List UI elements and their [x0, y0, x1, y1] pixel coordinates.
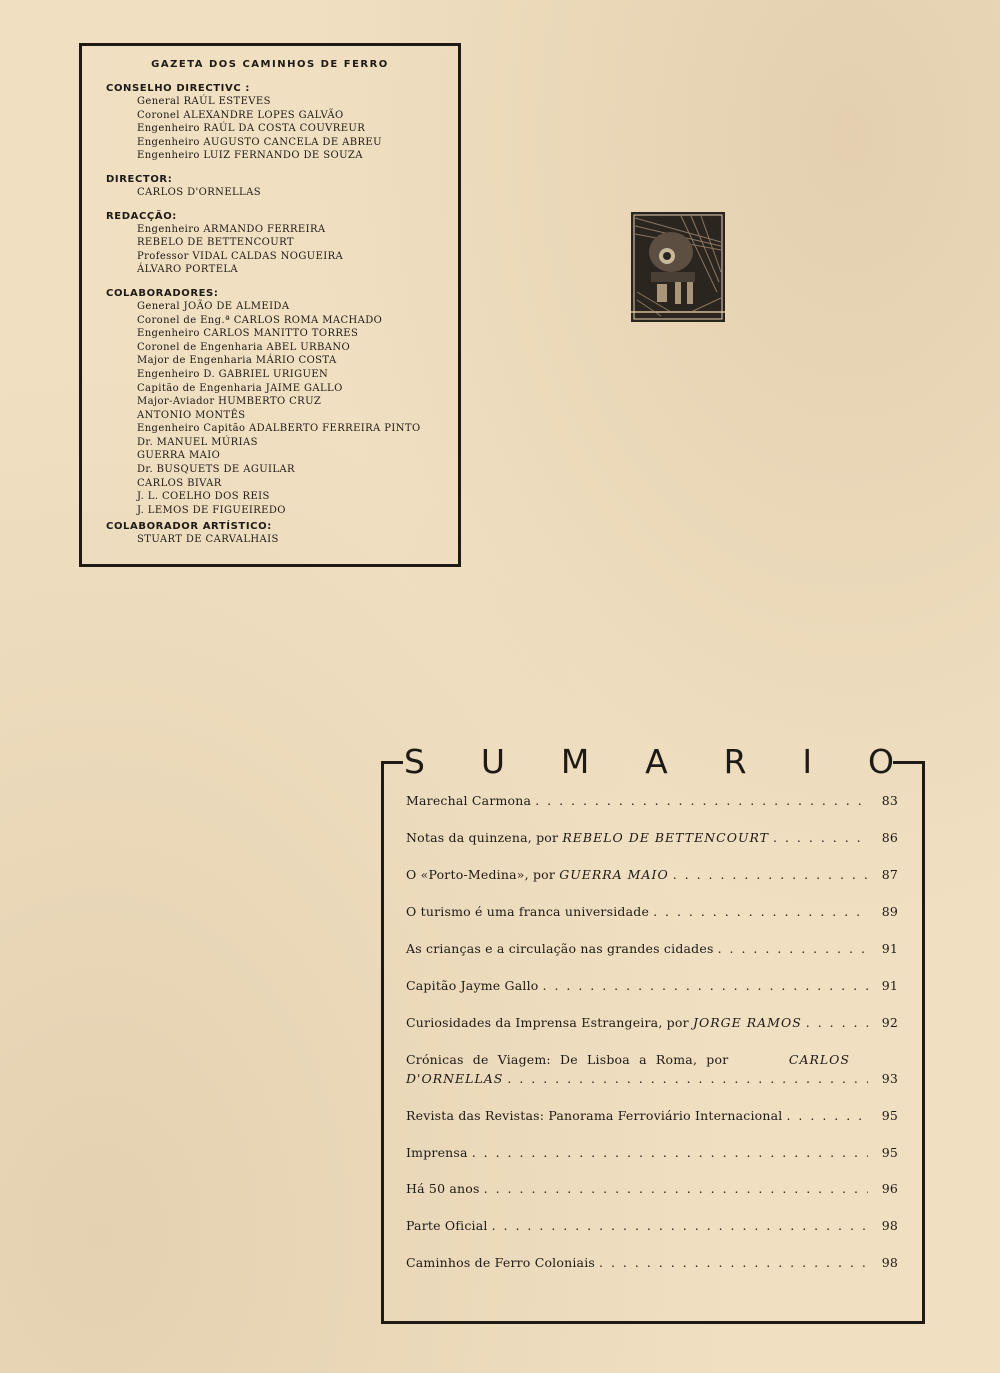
toc-leader — [806, 1015, 868, 1030]
toc-title: Imprensa — [406, 1145, 468, 1160]
toc-author-line2: D'ORNELLAS — [406, 1071, 504, 1086]
toc-entry — [406, 1145, 898, 1181]
toc-entry — [406, 941, 898, 978]
staff-name: Major de Engenharia MÁRIO COSTA — [137, 355, 337, 367]
staff-name: General RAÚL ESTEVES — [137, 96, 271, 107]
staff-name: REBELO DE BETTENCOURT — [137, 237, 294, 249]
staff-name: Dr. MANUEL MÚRIAS — [137, 436, 258, 448]
section-heading-artistico: COLABORADOR ARTÍSTICO: — [106, 521, 272, 533]
toc-page: 87 — [881, 867, 898, 882]
toc-title: Revista das Revistas: Panorama Ferroviário Internacional — [406, 1108, 783, 1123]
masthead-content — [106, 82, 448, 547]
toc-leader — [507, 1069, 868, 1088]
summary-heading-letter: S — [404, 742, 425, 781]
toc-title: Curiosidades da Imprensa Estrangeira, por JORGE RAMOS — [406, 1015, 802, 1030]
toc-page: 95 — [881, 1108, 898, 1123]
staff-name: Engenheiro LUIZ FERNANDO DE SOUZA — [137, 150, 363, 162]
toc-page: 86 — [881, 830, 898, 845]
toc-leader — [543, 978, 869, 993]
staff-name: Engenheiro ARMANDO FERREIRA — [137, 223, 326, 235]
toc-author: REBELO DE BETTENCOURT — [562, 830, 770, 845]
staff-name: J. LEMOS DE FIGUEIREDO — [137, 504, 286, 516]
staff-name: STUART DE CARVALHAIS — [137, 534, 279, 546]
toc-page: 89 — [881, 904, 898, 919]
staff-name: Major-Aviador HUMBERTO CRUZ — [137, 396, 322, 408]
masthead-staff-box — [79, 43, 461, 567]
staff-name: Professor VIDAL CALDAS NOGUEIRA — [137, 250, 344, 262]
toc-title: Marechal Carmona — [406, 793, 532, 808]
toc-page: 91 — [881, 941, 898, 956]
names-list-artistico — [106, 533, 448, 547]
staff-name: Engenheiro Capitão ADALBERTO FERREIRA PINTO — [137, 423, 421, 435]
table-of-contents — [406, 793, 898, 1292]
toc-leader — [773, 830, 868, 845]
staff-name: Dr. BUSQUETS DE AGUILAR — [137, 464, 295, 476]
toc-title: O «Porto-Medina», por GUERRA MAIO — [406, 867, 669, 882]
section-heading-director: DIRECTOR: — [106, 173, 173, 185]
toc-title: Há 50 anos — [406, 1181, 480, 1196]
staff-name: Coronel de Engenharia ABEL URBANO — [137, 341, 351, 353]
staff-name: J. L. COELHO DOS REIS — [137, 491, 270, 503]
toc-leader — [786, 1108, 868, 1123]
toc-leader — [472, 1145, 868, 1160]
toc-entry — [406, 1181, 898, 1218]
toc-leader — [673, 867, 868, 882]
staff-name: ÁLVARO PORTELA — [137, 264, 239, 276]
toc-entry — [406, 830, 898, 867]
toc-entry — [406, 1218, 898, 1255]
toc-entry — [406, 1015, 898, 1050]
toc-entry — [406, 1255, 898, 1292]
staff-name: ANTONIO MONTÊS — [137, 409, 246, 421]
section-heading-colaboradores: COLABORADORES: — [106, 287, 219, 299]
summary-heading-letter: M — [560, 742, 590, 781]
toc-entry — [406, 867, 898, 904]
toc-leader — [535, 793, 868, 808]
toc-entry — [406, 793, 898, 830]
toc-title: O turismo é uma franca universidade — [406, 904, 650, 919]
staff-name: General JOÃO DE ALMEIDA — [137, 300, 290, 312]
names-list-redaccao — [106, 223, 448, 277]
names-list-director — [106, 186, 448, 200]
staff-name: Capitão de Engenharia JAIME GALLO — [137, 382, 343, 394]
toc-page: 98 — [881, 1255, 898, 1270]
summary-heading-letter: O — [868, 742, 894, 781]
toc-page: 96 — [881, 1181, 898, 1196]
summary-rule-left — [381, 761, 403, 764]
toc-page: 95 — [881, 1145, 898, 1160]
locomotive-engraving — [631, 212, 725, 322]
staff-name: CARLOS BIVAR — [137, 477, 222, 489]
summary-rule-right — [893, 761, 922, 764]
toc-leader — [599, 1255, 868, 1270]
masthead-title: GAZETA DOS CAMINHOS DE FERRO — [151, 59, 389, 70]
staff-name: CARLOS D'ORNELLAS — [137, 186, 261, 198]
staff-name: Engenheiro D. GABRIEL URIGUEN — [137, 368, 329, 380]
section-heading-redaccao: REDACÇÃO: — [106, 210, 177, 222]
staff-name: Coronel ALEXANDRE LOPES GALVÃO — [137, 109, 344, 121]
toc-title: As crianças e a circulação nas grandes cidades — [406, 941, 714, 956]
toc-leader — [484, 1181, 868, 1196]
toc-title: Capitão Jayme Gallo — [406, 978, 539, 993]
names-list-conselho — [106, 95, 448, 163]
toc-page: 98 — [881, 1218, 898, 1233]
staff-name: GUERRA MAIO — [137, 450, 221, 462]
toc-page: 83 — [881, 793, 898, 808]
staff-name: Engenheiro RAÚL DA COSTA COUVREUR — [137, 123, 366, 135]
toc-entry — [406, 904, 898, 941]
summary-heading-letter: R — [723, 742, 747, 781]
staff-name: Engenheiro CARLOS MANITTO TORRES — [137, 328, 359, 340]
toc-leader — [653, 904, 868, 919]
toc-title: Parte Oficial — [406, 1218, 488, 1233]
toc-page: 92 — [881, 1015, 898, 1030]
toc-page: 93 — [881, 1071, 898, 1086]
toc-title: Crónicas de Viagem: De Lisboa a Roma, por — [406, 1052, 729, 1067]
toc-entry — [406, 978, 898, 1015]
summary-heading-letter: A — [645, 742, 668, 781]
toc-leader — [718, 941, 868, 956]
summary-heading — [404, 742, 894, 782]
toc-entry — [406, 1050, 898, 1108]
toc-author: JORGE RAMOS — [692, 1015, 802, 1030]
toc-entry — [406, 1108, 898, 1145]
section-heading-conselho: CONSELHO DIRECTIVC : — [106, 83, 250, 94]
toc-page: 91 — [881, 978, 898, 993]
summary-heading-letter: U — [480, 742, 505, 781]
toc-author: GUERRA MAIO — [559, 867, 669, 882]
toc-title: Caminhos de Ferro Coloniais — [406, 1255, 596, 1270]
toc-author: CARLOS — [788, 1052, 850, 1067]
names-list-colaboradores — [106, 300, 448, 518]
toc-leader — [492, 1218, 868, 1233]
show-through-text — [470, 40, 485, 87]
staff-name: Engenheiro AUGUSTO CANCELA DE ABREU — [137, 136, 382, 148]
staff-name: Coronel de Eng.ª CARLOS ROMA MACHADO — [137, 314, 383, 326]
summary-heading-letter: I — [802, 742, 813, 781]
toc-title: Notas da quinzena, por REBELO DE BETTENCOURT — [406, 830, 770, 845]
